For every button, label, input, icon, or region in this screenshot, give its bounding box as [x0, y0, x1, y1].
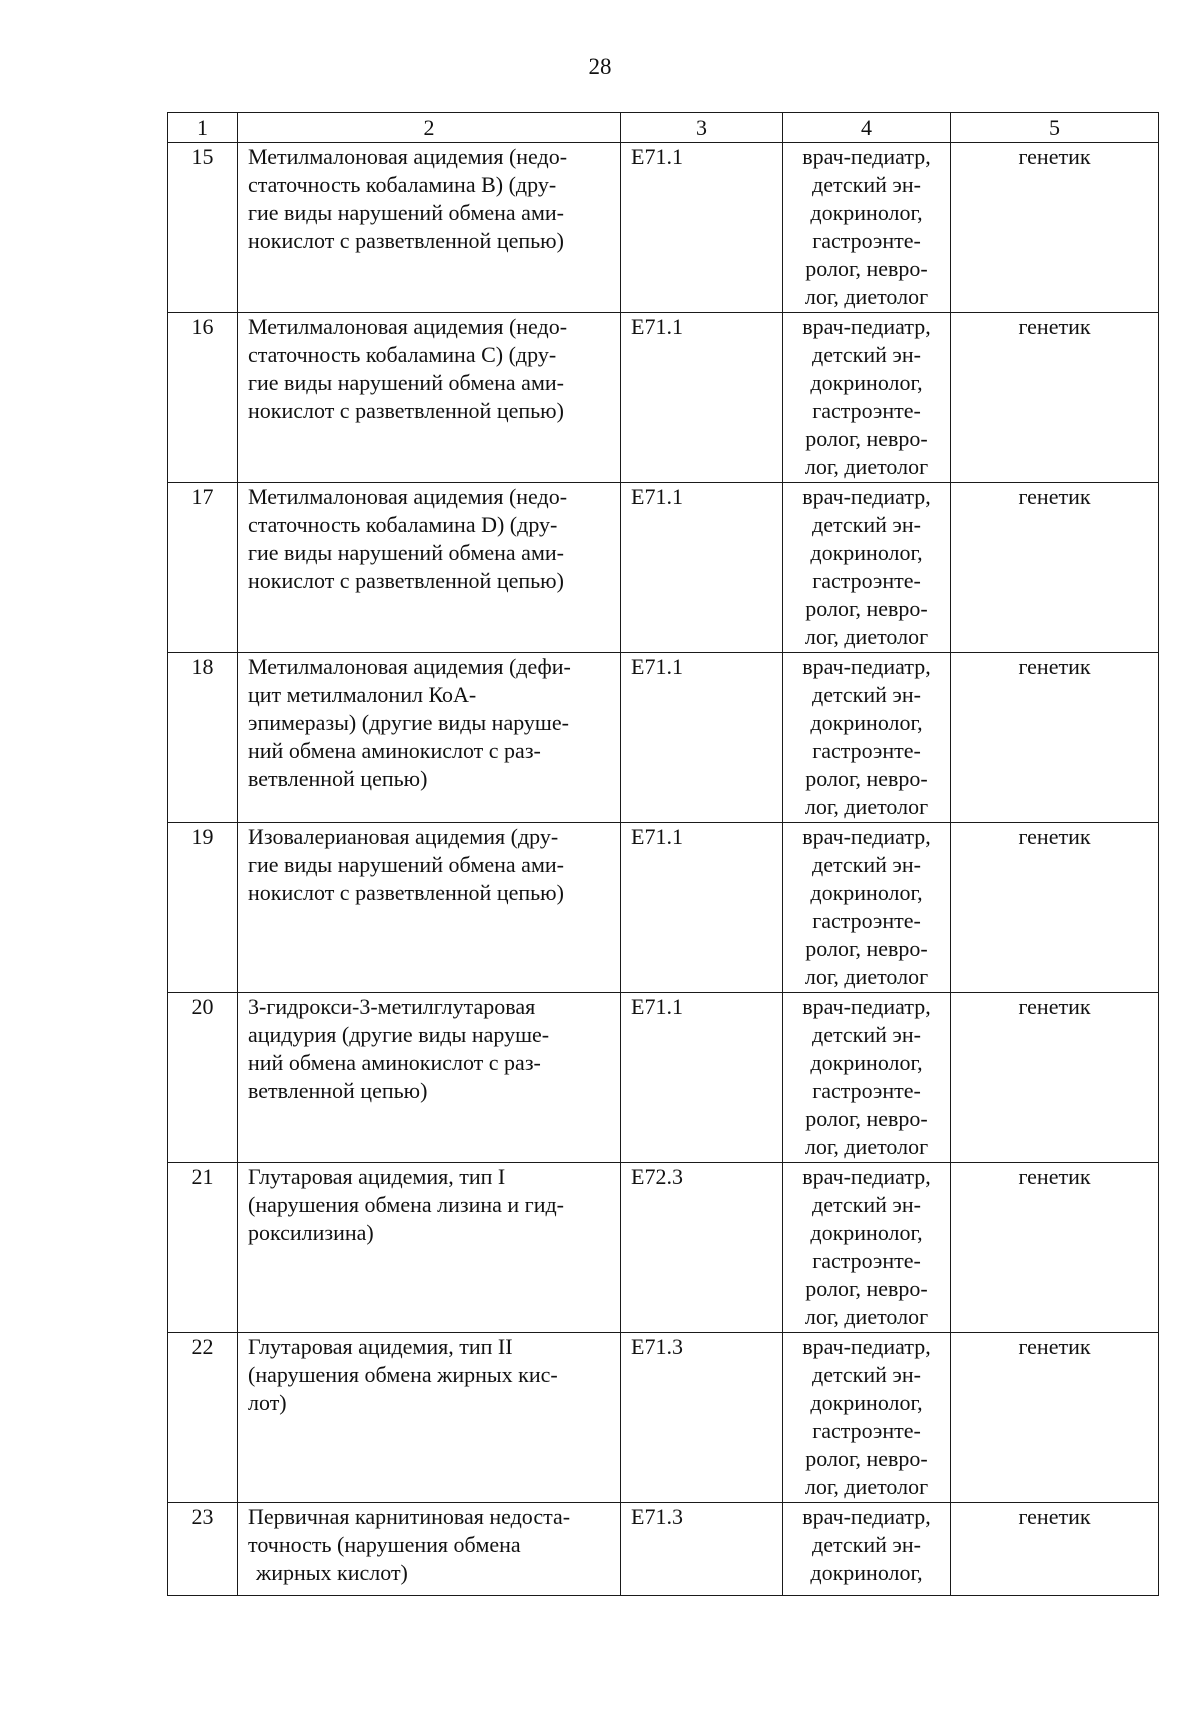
specialists-line: ролог, невро-	[805, 426, 928, 451]
disease-name-line: статочность кобаламина D) (дру-	[248, 512, 558, 537]
disease-name-line: нокислот с разветвленной цепью)	[248, 568, 564, 593]
row-number: 20	[168, 993, 238, 1163]
page-number: 28	[588, 54, 612, 79]
specialists-line: лог, диетолог	[804, 284, 929, 309]
column-header: 3	[621, 113, 783, 143]
icd-code: E71.1	[621, 483, 783, 653]
disease-name-line: Метилмалоновая ацидемия (недо-	[248, 484, 568, 509]
icd-code: E72.3	[621, 1163, 783, 1333]
table-row	[168, 483, 1159, 653]
specialists-line: врач-педиатр,	[802, 1164, 931, 1189]
specialists-line: докринолог,	[810, 1390, 923, 1415]
row-number: 18	[168, 653, 238, 823]
specialists-line: детский эн-	[812, 342, 921, 367]
specialists-line: гастроэнте-	[812, 398, 921, 423]
specialists-line: детский эн-	[812, 172, 921, 197]
specialists-line: детский эн-	[812, 512, 921, 537]
specialists-cell	[783, 1333, 951, 1503]
disease-name-cell	[238, 993, 621, 1163]
disease-name-line: статочность кобаламина В) (дру-	[248, 172, 557, 197]
disease-name-cell	[238, 1503, 621, 1596]
specialists-line: гастроэнте-	[812, 1078, 921, 1103]
consultant-cell: генетик	[951, 1333, 1159, 1503]
disease-name-line: Изовалериановая ацидемия (дру-	[248, 824, 559, 849]
row-number: 15	[168, 143, 238, 313]
disease-name-cell	[238, 313, 621, 483]
table-row	[168, 1163, 1159, 1333]
disease-name-line: статочность кобаламина С) (дру-	[248, 342, 557, 367]
column-header: 1	[168, 113, 238, 143]
disease-name-line: ний обмена аминокислот с раз-	[248, 738, 541, 763]
disease-name-line: гие виды нарушений обмена ами-	[248, 852, 564, 877]
consultant-cell: генетик	[951, 1503, 1159, 1596]
disease-name-cell	[238, 1163, 621, 1333]
specialists-line: детский эн-	[812, 1022, 921, 1047]
specialists-line: детский эн-	[812, 682, 921, 707]
icd-code: E71.1	[621, 313, 783, 483]
specialists-table	[167, 112, 1159, 1596]
specialists-line: гастроэнте-	[812, 228, 921, 253]
disease-name-line: эпимеразы) (другие виды наруше-	[248, 710, 569, 735]
disease-name-line: 3-гидрокси-3-метилглутаровая	[248, 994, 536, 1019]
specialists-line: лог, диетолог	[804, 1134, 929, 1159]
specialists-line: детский эн-	[812, 1532, 921, 1557]
specialists-line: врач-педиатр,	[802, 994, 931, 1019]
disease-name-line: (нарушения обмена лизина и гид-	[248, 1192, 564, 1217]
row-number: 17	[168, 483, 238, 653]
specialists-line: врач-педиатр,	[802, 1504, 931, 1529]
disease-name-line: цит метилмалонил КоА-	[248, 682, 477, 707]
consultant-cell: генетик	[951, 143, 1159, 313]
specialists-cell	[783, 993, 951, 1163]
disease-name-cell	[238, 823, 621, 993]
specialists-line: докринолог,	[810, 540, 923, 565]
disease-name-cell	[238, 1333, 621, 1503]
specialists-line: ролог, невро-	[805, 766, 928, 791]
icd-code: E71.1	[621, 653, 783, 823]
icd-code: E71.3	[621, 1503, 783, 1596]
specialists-line: лог, диетолог	[804, 624, 929, 649]
specialists-line: врач-педиатр,	[802, 314, 931, 339]
disease-name-line: Метилмалоновая ацидемия (недо-	[248, 144, 568, 169]
disease-name-line: роксилизина)	[248, 1220, 374, 1245]
specialists-line: докринолог,	[810, 1560, 923, 1585]
disease-name-line: точность (нарушения обмена	[248, 1532, 521, 1557]
specialists-line: лог, диетолог	[804, 964, 929, 989]
specialists-line: врач-педиатр,	[802, 654, 931, 679]
table-row	[168, 313, 1159, 483]
specialists-line: гастроэнте-	[812, 568, 921, 593]
consultant-cell: генетик	[951, 313, 1159, 483]
disease-name-line: Первичная карнитиновая недоста-	[248, 1504, 571, 1529]
row-number: 19	[168, 823, 238, 993]
specialists-line: гастроэнте-	[812, 738, 921, 763]
consultant-cell: генетик	[951, 823, 1159, 993]
icd-code: E71.1	[621, 993, 783, 1163]
icd-code: E71.3	[621, 1333, 783, 1503]
specialists-line: ролог, невро-	[805, 1276, 928, 1301]
specialists-line: докринолог,	[810, 370, 923, 395]
disease-name-line: ний обмена аминокислот с раз-	[248, 1050, 541, 1075]
specialists-line: детский эн-	[812, 852, 921, 877]
disease-name-line: Глутаровая ацидемия, тип I	[248, 1164, 506, 1189]
specialists-cell	[783, 143, 951, 313]
specialists-line: врач-педиатр,	[802, 824, 931, 849]
disease-name-line: Глутаровая ацидемия, тип II	[248, 1334, 513, 1359]
column-header: 5	[951, 113, 1159, 143]
disease-name-line: гие виды нарушений обмена ами-	[248, 540, 564, 565]
disease-name-cell	[238, 653, 621, 823]
row-number: 22	[168, 1333, 238, 1503]
table-row	[168, 1333, 1159, 1503]
disease-name-line: ветвленной цепью)	[248, 1078, 428, 1103]
specialists-line: детский эн-	[812, 1192, 921, 1217]
disease-name-line: ветвленной цепью)	[248, 766, 428, 791]
specialists-line: докринолог,	[810, 710, 923, 735]
specialists-cell	[783, 823, 951, 993]
disease-name-line: ацидурия (другие виды наруше-	[248, 1022, 550, 1047]
table-header-row	[168, 113, 1159, 143]
table-row	[168, 993, 1159, 1163]
specialists-line: гастроэнте-	[812, 908, 921, 933]
specialists-line: докринолог,	[810, 880, 923, 905]
consultant-cell: генетик	[951, 993, 1159, 1163]
consultant-cell: генетик	[951, 653, 1159, 823]
specialists-line: гастроэнте-	[812, 1418, 921, 1443]
specialists-line: врач-педиатр,	[802, 484, 931, 509]
specialists-line: лог, диетолог	[804, 1474, 929, 1499]
table-body	[168, 143, 1159, 1596]
disease-name-line: гие виды нарушений обмена ами-	[248, 370, 564, 395]
disease-name-line: нокислот с разветвленной цепью)	[248, 228, 564, 253]
row-number: 23	[168, 1503, 238, 1596]
table-row	[168, 1503, 1159, 1596]
specialists-line: ролог, невро-	[805, 1106, 928, 1131]
disease-name-line: нокислот с разветвленной цепью)	[248, 880, 564, 905]
specialists-line: ролог, невро-	[805, 256, 928, 281]
column-header: 2	[238, 113, 621, 143]
icd-code: E71.1	[621, 143, 783, 313]
specialists-line: лог, диетолог	[804, 1304, 929, 1329]
disease-name-cell	[238, 483, 621, 653]
specialists-cell	[783, 483, 951, 653]
disease-name-line: гие виды нарушений обмена ами-	[248, 200, 564, 225]
consultant-cell: генетик	[951, 1163, 1159, 1333]
specialists-line: врач-педиатр,	[802, 1334, 931, 1359]
disease-name-line: Метилмалоновая ацидемия (дефи-	[248, 654, 571, 679]
disease-name-line: нокислот с разветвленной цепью)	[248, 398, 564, 423]
disease-name-cell	[238, 143, 621, 313]
consultant-cell: генетик	[951, 483, 1159, 653]
specialists-line: ролог, невро-	[805, 936, 928, 961]
disease-name-line: Метилмалоновая ацидемия (недо-	[248, 314, 568, 339]
specialists-cell	[783, 1163, 951, 1333]
disease-name-line: (нарушения обмена жирных кис-	[248, 1362, 558, 1387]
specialists-line: лог, диетолог	[804, 794, 929, 819]
table-row	[168, 653, 1159, 823]
table-row	[168, 143, 1159, 313]
specialists-cell	[783, 1503, 951, 1596]
specialists-cell	[783, 313, 951, 483]
table-row	[168, 823, 1159, 993]
icd-code: E71.1	[621, 823, 783, 993]
specialists-line: докринолог,	[810, 1050, 923, 1075]
row-number: 16	[168, 313, 238, 483]
specialists-line: детский эн-	[812, 1362, 921, 1387]
specialists-cell	[783, 653, 951, 823]
specialists-line: ролог, невро-	[805, 1446, 928, 1471]
specialists-line: врач-педиатр,	[802, 144, 931, 169]
specialists-line: ролог, невро-	[805, 596, 928, 621]
specialists-line: лог, диетолог	[804, 454, 929, 479]
row-number: 21	[168, 1163, 238, 1333]
specialists-line: докринолог,	[810, 1220, 923, 1245]
disease-name-line: жирных кислот)	[256, 1560, 408, 1585]
column-header: 4	[783, 113, 951, 143]
specialists-line: гастроэнте-	[812, 1248, 921, 1273]
specialists-line: докринолог,	[810, 200, 923, 225]
disease-name-line: лот)	[248, 1390, 287, 1415]
